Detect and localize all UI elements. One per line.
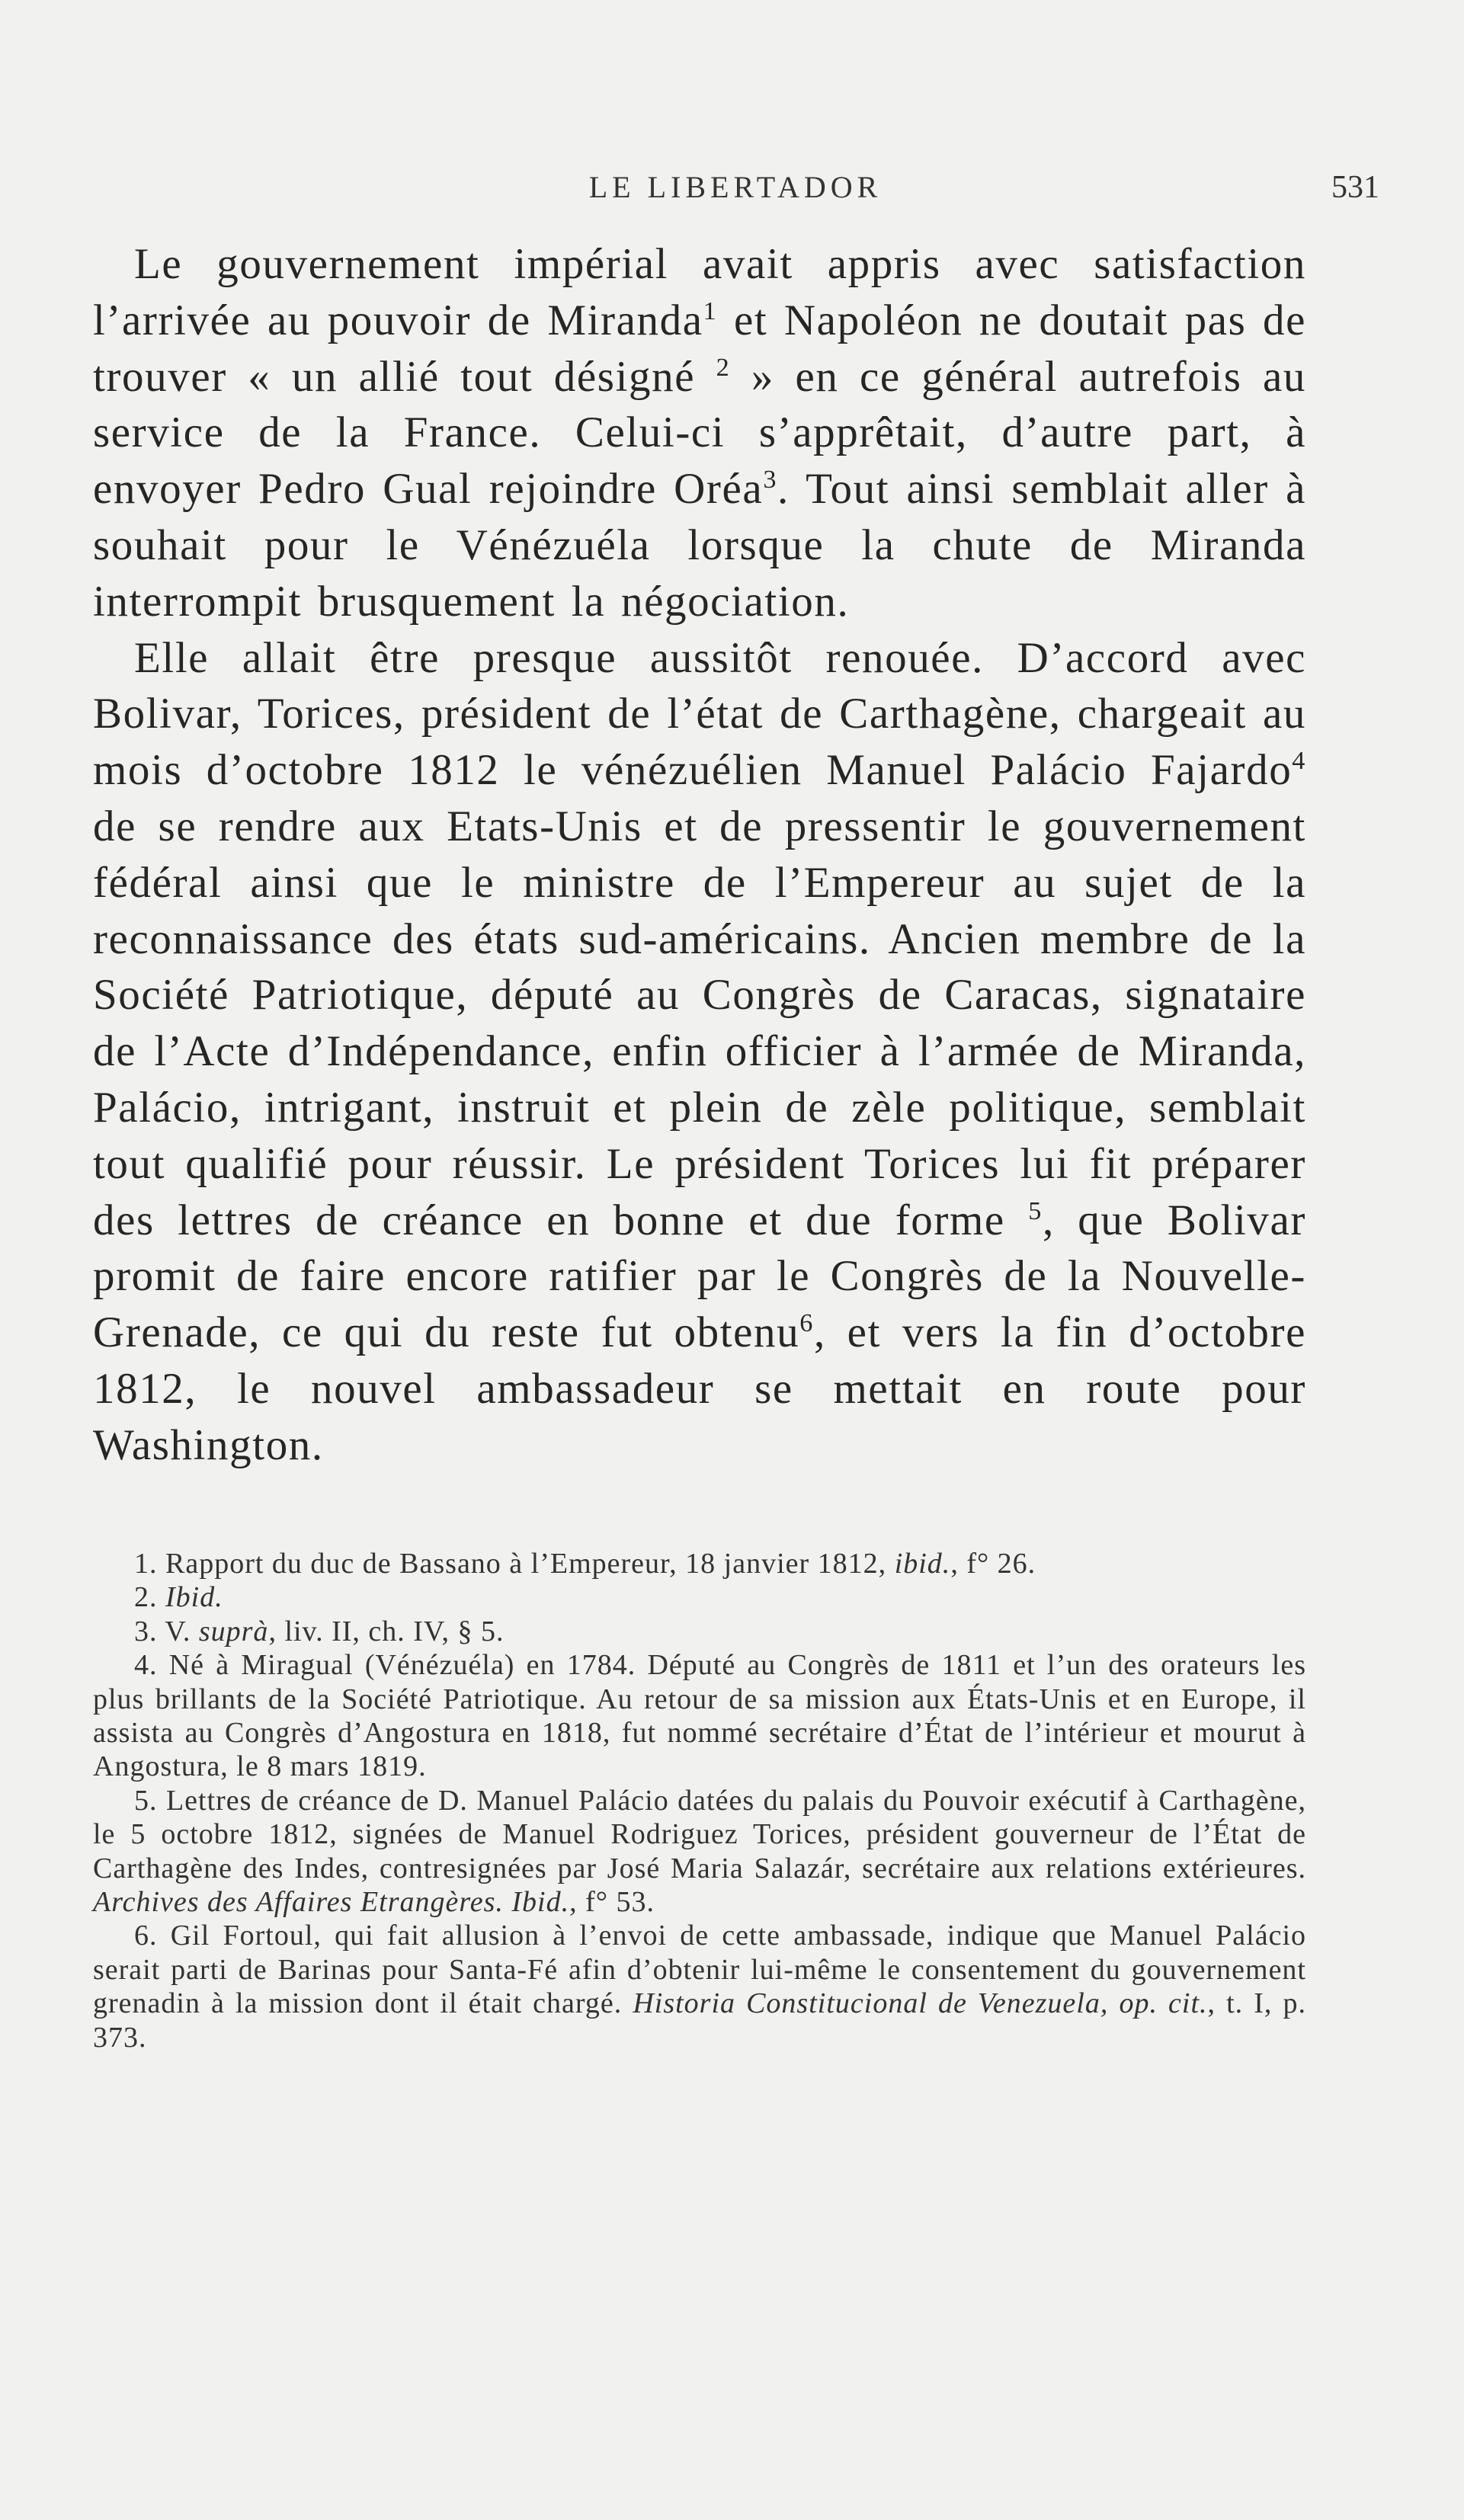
- paragraph: Le gouvernement impérial avait appris avec satisfaction l’arrivée au pouvoir de Miranda$^1$ et Napoléon ne doutait pas de trouver « un allié tout désigné $^2$ » en ce général autrefois au service de la France. Celui-ci s’apprêtait, d’autre part, à envoyer Pedro Gual rejoindre Oréa$^3$. Tout ainsi semblait aller à souhait pour le Vénézuéla lorsque la chute de Miranda interrompit brusquement la négociation.: [93, 240, 1307, 626]
- italic-text: Ibid.: [165, 1581, 223, 1614]
- footnote-ref: 6: [799, 1309, 814, 1338]
- page-number: 531: [1331, 170, 1379, 205]
- footnote: 1. Rapport du duc de Bassano à l’Empereur, 18 janvier 1812, ibid., f° 26.: [134, 1548, 1036, 1580]
- footnote: 6. Gil Fortoul, qui fait allusion à l’envoi de cette ambassade, indique que Manuel Palácio serait parti de Barinas pour Santa-Fé afin d’obtenir lui-même le consentement du gouvernement grenadin à la mission dont il était chargé. Historia Constitucional de Venezuela, op. cit., t. I, p. 373.: [93, 1920, 1306, 2054]
- running-title: LE LIBERTADOR: [588, 170, 883, 204]
- italic-text: ibid.: [894, 1548, 951, 1580]
- footnote-ref: 2: [716, 353, 731, 382]
- italic-text: suprà: [198, 1615, 269, 1647]
- italic-text: Historia Constitucional de Venezuela, op. cit.: [633, 1987, 1208, 2020]
- footnote-ref: 3: [763, 466, 778, 495]
- footnote: 2. Ibid.: [134, 1581, 223, 1614]
- footnote: 5. Lettres de créance de D. Manuel Palácio datées du palais du Pouvoir exécutif à Carthagène, le 5 octobre 1812, signées de Manuel Rodriguez Torices, président gouverneur de l’État de Carthagène des Indes, contresignées par José Maria Salazár, secrétaire aux relations extérieures. Archives des Affaires Etrangères. Ibid., f° 53.: [93, 1784, 1306, 1919]
- paragraph: Elle allait être presque aussitôt renouée. D’accord avec Bolivar, Torices, président de l’état de Carthagène, chargeait au mois d’octobre 1812 le vénézuélien Manuel Palácio Fajardo$^4$ de se rendre aux Etats-Unis et de pressentir le gouvernement fédéral ainsi que le ministre de l’Empereur au sujet de la reconnaissance des états sud-américains. Ancien membre de la Société Patriotique, député au Congrès de Caracas, signataire de l’Acte d’Indépendance, enfin officier à l’armée de Miranda, Palácio, intrigant, instruit et plein de zèle politique, semblait tout qualifié pour réussir. Le président Torices lui fit préparer des lettres de créance en bonne et due forme $^5$, que Bolivar promit de faire encore ratifier par le Congrès de la Nouvelle-Grenade, ce qui du reste fut obtenu$^6$, et vers la fin d’octobre 1812, le nouvel ambassadeur se mettait en route pour Washington.: [93, 633, 1306, 1469]
- footnote: 4. Né à Miragual (Vénézuéla) en 1784. Député au Congrès de 1811 et l’un des orateurs les plus brillants de la Société Patriotique. Au retour de sa mission aux États-Unis et en Europe, il assista au Congrès d’Angostura en 1818, fut nommé secrétaire d’État de l’intérieur et mourut à Angostura, le 8 mars 1819.: [93, 1649, 1306, 1783]
- body-text: [93, 236, 1306, 1474]
- page-header: [91, 169, 1379, 215]
- footnotes: [93, 1547, 1306, 2054]
- italic-text: Archives des Affaires Etrangères. Ibid.: [93, 1886, 570, 1919]
- footnote-ref: 5: [1028, 1196, 1043, 1225]
- footnote-ref: 1: [703, 296, 718, 325]
- footnote-ref: 4: [1292, 747, 1306, 776]
- footnote: 3. V. suprà, liv. II, ch. IV, § 5.: [134, 1615, 505, 1647]
